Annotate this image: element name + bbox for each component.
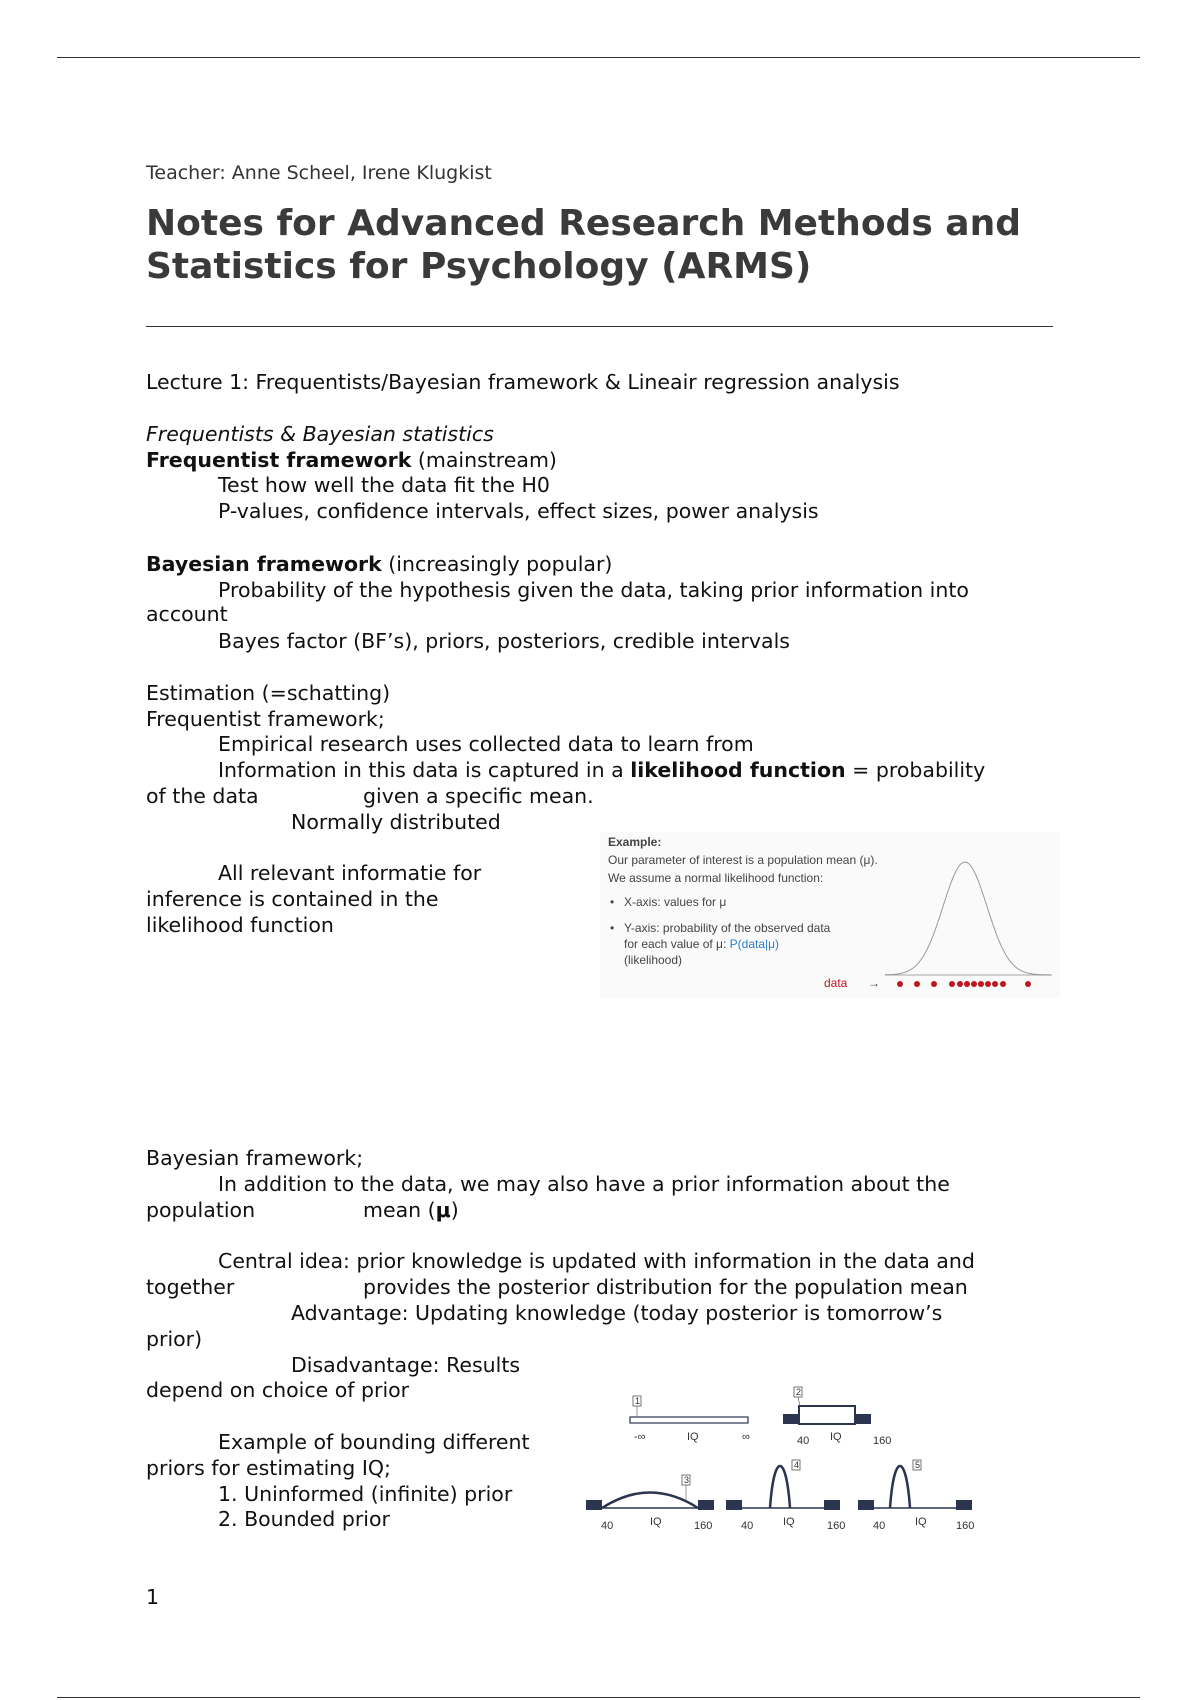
label-1: 1: [635, 1396, 641, 1406]
bound-left-4: [726, 1500, 742, 1510]
v40-label-5: 40: [873, 1520, 886, 1532]
v40-label-2: 40: [797, 1435, 810, 1447]
figure-line-2: We assume a normal likelihood function:: [608, 871, 824, 885]
central-idea-2a: together: [146, 1275, 235, 1299]
likelihood-figure: [600, 832, 1060, 998]
teacher-line: Teacher: Anne Scheel, Irene Klugkist: [146, 162, 492, 184]
iq-label-1: IQ: [687, 1431, 699, 1443]
lecture-heading: Lecture 1: Frequentists/Bayesian framework & Lineair regression analysis: [146, 370, 900, 394]
estimation-heading: Estimation (=schatting): [146, 681, 391, 705]
bottom-rule: [57, 1697, 1140, 1698]
frequentist-heading: [146, 447, 557, 473]
figure-bullet-2b: [624, 937, 779, 951]
bayes-line-1: In addition to the data, we may also have a prior information about the: [218, 1172, 950, 1196]
title-line-1: Notes for Advanced Research Methods and: [146, 203, 1021, 244]
central-idea-2b: provides the posterior distribution for the population mean: [363, 1275, 968, 1299]
label-2-line: [798, 1397, 800, 1406]
data-label: data: [824, 976, 848, 990]
data-point: [897, 981, 903, 987]
bound-right-3: [698, 1500, 714, 1510]
v160-label-4: 160: [827, 1520, 846, 1532]
bound-left-2: [783, 1414, 799, 1424]
estimation-line-3a: of the data: [146, 784, 259, 808]
figure-bullet-2b-blue: P(data|μ): [729, 937, 780, 951]
bound-left-3: [586, 1500, 602, 1510]
bound-right-4: [824, 1500, 840, 1510]
central-idea-1: Central idea: prior knowledge is updated with information in the data and: [218, 1249, 975, 1273]
frequentist-rest: (mainstream): [411, 448, 557, 472]
bayes-heading: Bayesian framework;: [146, 1146, 364, 1170]
figure-title: Example:: [608, 835, 662, 849]
data-point: [964, 981, 970, 987]
frequentist-line-2: P-values, confidence intervals, effect sizes, power analysis: [218, 499, 819, 523]
estimation-line-1: Empirical research uses collected data to learn from: [218, 732, 754, 756]
data-point: [1000, 981, 1006, 987]
page-number: 1: [146, 1585, 160, 1609]
bound-right-5: [956, 1500, 972, 1510]
uninformed-prior-bar: [630, 1417, 748, 1423]
label-3: 3: [684, 1475, 690, 1485]
data-point: [985, 981, 991, 987]
infinity-label: ∞: [742, 1431, 750, 1443]
v40-label-3: 40: [601, 1520, 614, 1532]
list-item-1: 1. Uninformed (infinite) prior: [218, 1482, 513, 1506]
title-line-2: Statistics for Psychology (ARMS): [146, 246, 812, 287]
bound-left-5: [858, 1500, 874, 1510]
list-item-2: 2. Bounded prior: [218, 1507, 390, 1531]
bound-right-2: [855, 1414, 871, 1424]
estimation-line-2: [218, 757, 985, 783]
page-title: [146, 202, 1021, 288]
neg-infinity-label: -∞: [634, 1431, 646, 1443]
bayes-line-1b-c: ): [450, 1198, 459, 1222]
bayesian-line-2: Bayes factor (BF’s), priors, posteriors, credible intervals: [218, 629, 790, 653]
estimation-frequentist: Frequentist framework;: [146, 707, 385, 731]
bounded-prior-box: [799, 1406, 855, 1424]
bayesian-heading: [146, 551, 612, 577]
data-point: [971, 981, 977, 987]
frequentist-bold: Frequentist framework: [146, 448, 412, 472]
advantage-line-2: prior): [146, 1327, 203, 1351]
figure-bullet-1: X-axis: values for μ: [624, 895, 727, 909]
v40-label-4: 40: [741, 1520, 754, 1532]
priors-figure: [580, 1372, 1040, 1542]
side-note-1: All relevant informatie for: [218, 861, 482, 885]
iq-label-5: IQ: [915, 1516, 927, 1528]
bayes-line-1b-b: mean (: [363, 1198, 436, 1222]
label-4: 4: [794, 1460, 800, 1470]
bullet-dot-1: •: [610, 895, 615, 909]
bayes-line-1b-a: population: [146, 1198, 256, 1222]
side-note-3: likelihood function: [146, 913, 334, 937]
mu-symbol: μ: [435, 1198, 451, 1222]
data-arrow: →: [868, 976, 880, 990]
estimation-line-4: Normally distributed: [291, 810, 501, 834]
disadvantage-line-2: depend on choice of prior: [146, 1378, 410, 1402]
narrow-prior-curve-4: [770, 1466, 790, 1508]
iq-label-3: IQ: [650, 1516, 662, 1528]
top-rule: [57, 57, 1140, 58]
data-point: [931, 981, 937, 987]
data-point: [957, 981, 963, 987]
bayes-line-1b: [363, 1197, 459, 1223]
disadvantage-line: Disadvantage: Results: [291, 1353, 521, 1377]
data-point: [978, 981, 984, 987]
bayesian-rest: (increasingly popular): [381, 552, 613, 576]
example-line-1: Example of bounding different: [218, 1430, 530, 1454]
advantage-line: Advantage: Updating knowledge (today posterior is tomorrow’s: [291, 1301, 943, 1325]
data-point: [914, 981, 920, 987]
figure-bullet-2b-pre: for each value of μ:: [624, 937, 730, 951]
figure-line-1: Our parameter of interest is a population mean (μ).: [608, 853, 878, 867]
title-divider: [146, 326, 1053, 327]
example-line-2: priors for estimating IQ;: [146, 1456, 391, 1480]
v160-label-2: 160: [873, 1435, 892, 1447]
estimation-line-2-pre: Information in this data is captured in a: [218, 758, 631, 782]
estimation-line-2-post: = probability: [845, 758, 986, 782]
v160-label-5: 160: [956, 1520, 975, 1532]
estimation-line-3b: given a specific mean.: [363, 784, 594, 808]
data-point: [1025, 981, 1031, 987]
narrow-prior-curve-5: [890, 1466, 910, 1508]
iq-label-4: IQ: [783, 1516, 795, 1528]
figure-bullet-2c: (likelihood): [624, 953, 683, 967]
data-point: [992, 981, 998, 987]
bayesian-bold: Bayesian framework: [146, 552, 382, 576]
figure-bullet-2: Y-axis: probability of the observed data: [624, 921, 831, 935]
label-2: 2: [796, 1387, 802, 1397]
bayesian-line-1b: account: [146, 602, 228, 626]
bullet-dot-2: •: [610, 921, 615, 935]
side-note-2: inference is contained in the: [146, 887, 439, 911]
section-heading: Frequentists & Bayesian statistics: [146, 422, 494, 446]
wide-prior-curve: [602, 1493, 698, 1509]
data-point: [949, 981, 955, 987]
likelihood-function-term: likelihood function: [630, 758, 846, 782]
v160-label-3: 160: [694, 1520, 713, 1532]
bayesian-line-1: Probability of the hypothesis given the data, taking prior information into: [218, 578, 969, 602]
frequentist-line-1: Test how well the data fit the H0: [218, 473, 550, 497]
iq-label-2: IQ: [830, 1431, 842, 1443]
label-5: 5: [915, 1460, 921, 1470]
